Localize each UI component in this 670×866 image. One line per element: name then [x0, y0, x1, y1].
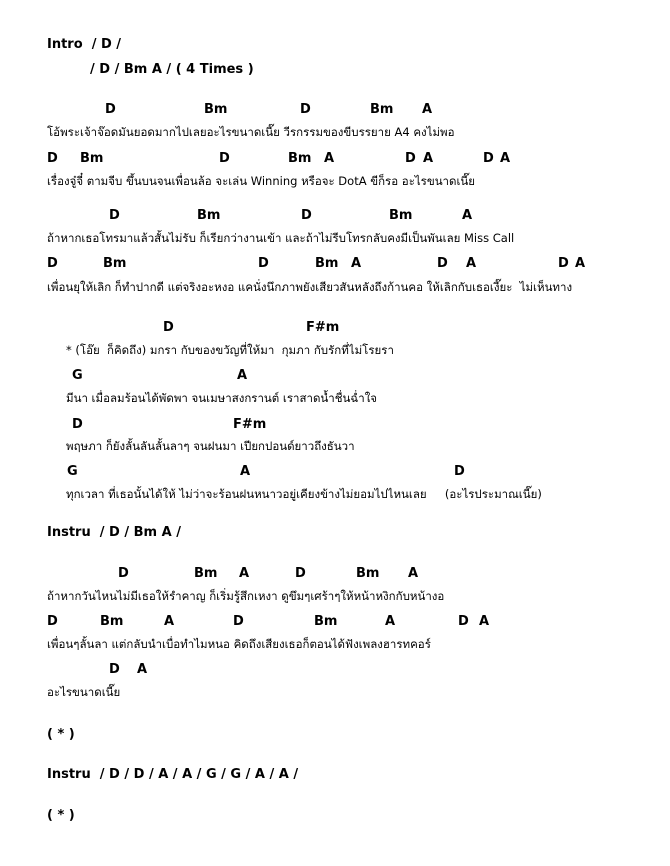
chord: Bm [197, 208, 221, 223]
chord: D [483, 151, 494, 166]
lyric-line: อะไรขนาดเนี๊ย [47, 685, 121, 699]
chord: D [47, 614, 58, 629]
chord: A [466, 256, 477, 271]
chord: Bm [315, 256, 339, 271]
lyric-line: ทุกเวลา ที่เธอนั้นได้ให้ ไม่ว่าจะร้อนฝนหนาวอยู่เคียงข้างไม่ยอมไปไหนเลย (อะไรประมาณเนี๊ย) [66, 487, 542, 501]
chord: A [408, 566, 419, 581]
chord-line [0, 257, 670, 273]
chord: Bm [314, 614, 338, 629]
chord: A [422, 102, 433, 117]
chord: D [47, 256, 58, 271]
chord-line [0, 663, 670, 679]
intro-progression: / D / Bm A / ( 4 Times ) [90, 62, 254, 77]
chord: D [458, 614, 469, 629]
chord: D [301, 208, 312, 223]
chord: Bm [370, 102, 394, 117]
chord-line [0, 103, 670, 119]
chord: A [351, 256, 362, 271]
chord: Bm [204, 102, 228, 117]
chorus-repeat-marker: ( * ) [47, 727, 75, 742]
chord: D [454, 464, 465, 479]
chord-line [0, 369, 670, 385]
chord-line [0, 567, 670, 583]
chord: A [164, 614, 175, 629]
lyric-line: เพื่อนยุให้เลิก ก็ทำปากดี แต่จริงอะหงอ แคนั่งนึกภาพยังเสียวสันหลังถึงก้านคอ ให้เลิกกับเธอเงี๊ยะ ไม่เห็นทาง [47, 280, 573, 294]
chord: A [479, 614, 490, 629]
chord-line [0, 418, 670, 434]
chord: A [237, 368, 248, 383]
chord: D [163, 320, 174, 335]
chord: D [233, 614, 244, 629]
chord: D [109, 208, 120, 223]
chord: A [500, 151, 511, 166]
chord: A [324, 151, 335, 166]
chord: F#m [306, 320, 340, 335]
chord: F#m [233, 417, 267, 432]
chord: A [575, 256, 586, 271]
chord: D [109, 662, 120, 677]
chord: Bm [288, 151, 312, 166]
chord-line [0, 465, 670, 481]
chord: D [47, 151, 58, 166]
chord: D [219, 151, 230, 166]
lyric-line: เรื่องจู๋จี๋ ตามจีบ ขึ้นบนจนเพื่อนล้อ จะเล่น Winning หรือจะ DotA ขีก็รอ อะไรขนาดเนี๊ย [47, 174, 476, 188]
lyric-line: เพื่อนๆลั้นลา แต่กลับนำเบื่อทำไมหนอ คิดถึงเสียงเธอก็ตอนได้ฟังเพลงฮารทคอร์ [47, 637, 431, 651]
chord: G [72, 368, 83, 383]
chord: A [137, 662, 148, 677]
lyric-line: มีนา เมื่อลมร้อนได้พัดพา จนเมษาสงกรานต์ เราสาดน้ำชื่นฉ่ำใจ [66, 391, 378, 405]
chord: A [240, 464, 251, 479]
instrumental-line: Instru / D / D / A / A / G / G / A / A / [47, 767, 299, 782]
chord: D [295, 566, 306, 581]
chord: D [405, 151, 416, 166]
lyric-line: ถ้าหากวันไหนไม่มีเธอให้รำคาญ ก็เริ่มรู้สึกเหงา ดูขึมๆเศร้าๆให้หน้าหงิกกับหน้างอ [47, 589, 445, 603]
chord: D [558, 256, 569, 271]
chorus-repeat-marker: ( * ) [47, 808, 75, 823]
chord: Bm [100, 614, 124, 629]
chord: Bm [389, 208, 413, 223]
instrumental-line: Instru / D / Bm A / [47, 525, 181, 540]
chord: A [462, 208, 473, 223]
chord: Bm [103, 256, 127, 271]
chord: A [385, 614, 396, 629]
chord: D [105, 102, 116, 117]
lyric-line: * (โอ๊ย ก็คิดถึง) มกรา กับของขวัญที่ให้มา กุมภา กับรักที่ไม่โรยรา [66, 343, 394, 357]
chord: A [239, 566, 250, 581]
chord: Bm [80, 151, 104, 166]
chord: D [437, 256, 448, 271]
intro-label: Intro / D / [47, 37, 122, 52]
chord: D [300, 102, 311, 117]
chord: Bm [194, 566, 218, 581]
chord-line [0, 209, 670, 225]
lyric-line: โอ้พระเจ้าจ๊อดมันยอดมากไปเลยอะไรขนาดเนี๊ย วีรกรรมของขีบรรยาย A4 คงไม่พอ [47, 125, 455, 139]
chord: Bm [356, 566, 380, 581]
lyric-line: ถ้าหากเธอโทรมาแล้วสั้นไม่รับ ก็เรียกว่างานเข้า และถ้าไม่รีบโทรกลับคงมีเป็นพันเลย Miss Call [47, 231, 515, 245]
chord-line [0, 321, 670, 337]
chord: A [423, 151, 434, 166]
chord: D [72, 417, 83, 432]
chord: D [258, 256, 269, 271]
chord: G [67, 464, 78, 479]
chord-line [0, 615, 670, 631]
chord-line [0, 152, 670, 168]
chord: D [118, 566, 129, 581]
lyric-line: พฤษภา ก็ยังลั้นลันลั้นลาๆ จนฝนมา เปียกปอนด์ยาวถึงธันวา [66, 439, 355, 453]
